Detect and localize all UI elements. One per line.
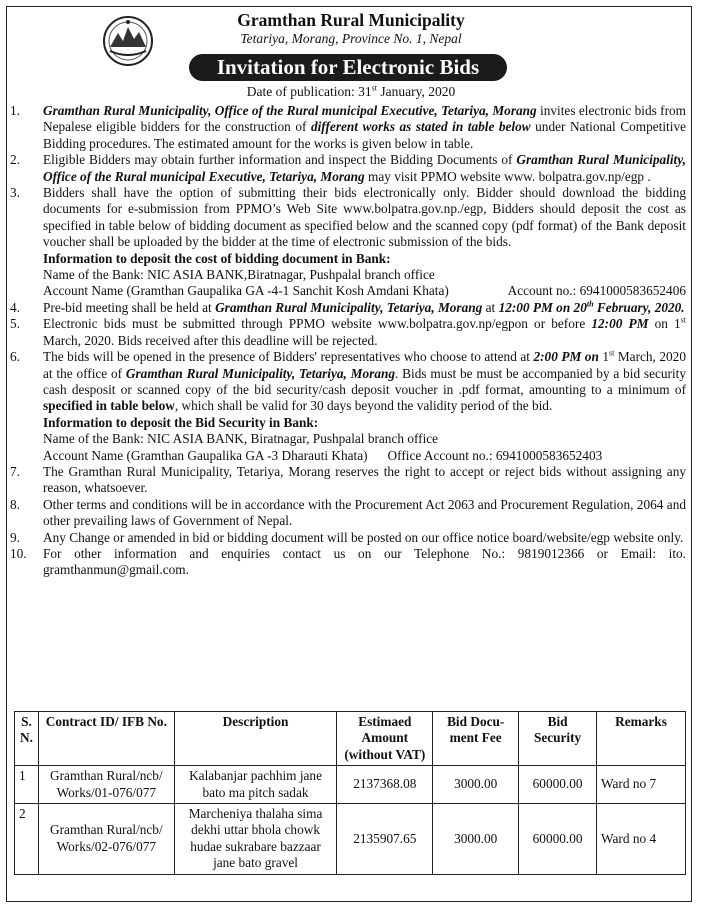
list-item: 9. Any Change or amended in bid or bidding document will be posted on our office notice board/website/egp website only.	[10, 529, 684, 545]
list-item: 6. The bids will be opened in the presence of Bidders' representatives who choose to attend at 2:00 PM on 1st March, 2020 at the office of Gramthan Rural Municipality, Tetariya, Morang. Bids must be must be accompanied by a bid security cash desposit or scanned copy of the bid security/cash deposit voucher in .pdf format, amounting to a minimum of specified in table below, which shall be valid for 30 days beyond the validity period of the bid. Information to deposit the Bid Security in Bank: Name of the Bank: NIC ASIA BANK, Biratnagar, Pushpalal branch office Account Name (Gramthan Gaupalika GA -3 Dharauti Khata) Office Account no.: 6941000583652403	[10, 348, 686, 463]
cell-sn: 1	[15, 766, 39, 804]
list-item: 3. Bidders shall have the option of submitting their bids electronically only. Bidder should download the bidding documents for e-submission from PPMO’s Web Site www.bolpatra.gov.np./egp, Bidders should deposit the cost as specified in table below of bidding document as specified below and the scanned copy (pdf format) of the Bank deposit voucher shall be uploaded by the bidder at the time of electronic submission of the bids. Information to deposit the cost of bidding document in Bank: Name of the Bank: NIC ASIA BANK,Biratnagar, Pushpalal branch office Account Name (Gramthan Gaupalika GA -4-1 Sanchit Kosh Amdani Khata) Account no.: 6941000583652406	[10, 185, 686, 299]
cell-remarks: Ward no 4	[597, 804, 686, 875]
col-header-remarks: Remarks	[597, 712, 686, 766]
notice-items	[10, 103, 686, 579]
col-header-sn: S. N.	[15, 712, 39, 766]
bank-info-heading: Information to deposit the Bid Security in Bank:	[43, 414, 319, 430]
works-table	[14, 711, 686, 875]
bank-info-heading: Information to deposit the cost of bidding document in Bank:	[43, 250, 391, 266]
list-item: 8. Other terms and conditions will be in accordance with the Procurement Act 2063 and Procurement Regulation, 2064 and other prevailing laws of Government of Nepal.	[10, 496, 686, 529]
table-row	[15, 804, 686, 875]
col-header-bid-security: Bid Security	[519, 712, 597, 766]
publication-date: Date of publication: 31st January, 2020	[246, 83, 456, 99]
cell-contract: Gramthan Rural/ncb/ Works/01-076/077	[38, 766, 174, 804]
cell-doc-fee: 3000.00	[433, 804, 519, 875]
org-name: Gramthan Rural Municipality	[237, 10, 465, 30]
list-item: 7. The Gramthan Rural Municipality, Tetariya, Morang reserves the right to accept or reject bids without assigning any reason, whatsoever.	[10, 463, 686, 496]
col-header-description: Description	[174, 712, 337, 766]
col-header-contract: Contract ID/ IFB No.	[38, 712, 174, 766]
account-name: Account Name (Gramthan Gaupalika GA -4-1 Sanchit Kosh Amdani Khata)	[43, 283, 449, 299]
cell-estimated-amount: 2137368.08	[337, 766, 433, 804]
cell-remarks: Ward no 7	[597, 766, 686, 804]
org-address: Tetariya, Morang, Province No. 1, Nepal	[240, 31, 462, 46]
cell-estimated-amount: 2135907.65	[337, 804, 433, 875]
table-header-row	[15, 712, 686, 766]
cell-bid-security: 60000.00	[519, 766, 597, 804]
list-item: 10. For other information and enquiries contact us on our Telephone No.: 9819012366 or Email: ito. gramthanmun@gmail.com.	[10, 545, 686, 578]
cell-doc-fee: 3000.00	[433, 766, 519, 804]
col-header-estimated-amount: Estimaed Amount (without VAT)	[337, 712, 433, 766]
table-row	[15, 766, 686, 804]
col-header-doc-fee: Bid Docu- ment Fee	[433, 712, 519, 766]
list-item: 1. Gramthan Rural Municipality, Office of the Rural municipal Executive, Tetariya, Morang invites electronic bids from Nepalese eligible bidders for the construction of different works as stated in table below under National Competitive Bidding procedures. The estimated amount for the works is given below in table.	[10, 103, 686, 151]
cell-description: Kalabanjar pachhim jane bato ma pitch sadak	[174, 766, 337, 804]
account-number: Office Account no.: 6941000583652403	[387, 447, 603, 463]
list-item: 5. Electronic bids must be submitted through PPMO website www.bolpatra.gov.np/egpon or before 12:00 PM on 1st March, 2020. Bids received after this deadline will be rejected.	[10, 315, 687, 348]
list-item: 4. Pre-bid meeting shall be held at Gramthan Rural Municipality, Tetariya, Morang at 12:00 PM on 20th February, 2020.	[10, 299, 685, 315]
cell-description: Marcheniya thalaha sima dekhi uttar bhola chowk hudae sukrabare bazzaar jane bato gravel	[174, 804, 337, 875]
cell-sn: 2	[15, 804, 39, 875]
cell-contract: Gramthan Rural/ncb/ Works/02-076/077	[38, 804, 174, 875]
account-name: Account Name (Gramthan Gaupalika GA -3 Dharauti Khata)	[43, 447, 368, 463]
bank-name: Name of the Bank: NIC ASIA BANK, Biratnagar, Pushpalal branch office	[43, 431, 439, 447]
account-number: Account no.: 6941000583652406	[507, 283, 686, 299]
cell-bid-security: 60000.00	[519, 804, 597, 875]
list-item: 2. Eligible Bidders may obtain further information and inspect the Bidding Documents of Gramthan Rural Municipality, Office of the Rural municipal Executive, Tetariya, Morang may visit PPMO website www. bolpatra.gov.np/egp .	[10, 152, 686, 184]
bank-name: Name of the Bank: NIC ASIA BANK,Biratnagar, Pushpalal branch office	[43, 267, 435, 283]
notice-title-banner: Invitation for Electronic Bids	[189, 54, 507, 81]
